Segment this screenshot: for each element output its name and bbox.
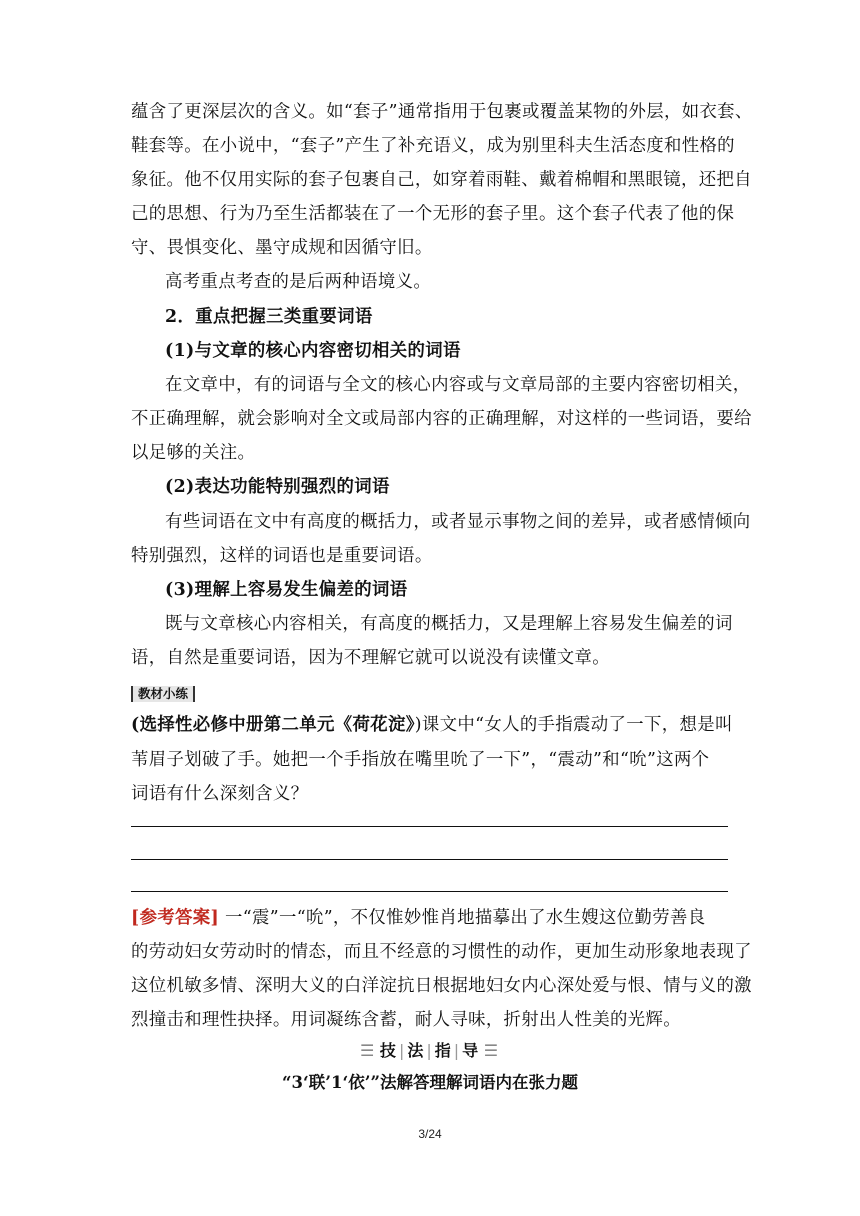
banner-char: 技 [379,1041,396,1060]
paragraph-line: 既与文章核心内容相关，有高度的概括力，又是理解上容易发生偏差的词 [165,614,733,634]
paragraph-line: 在文章中，有的词语与全文的核心内容或与文章局部的主要内容密切相关， [165,375,751,395]
banner-char: 导 [462,1041,479,1060]
paragraph-line: 有些词语在文中有高度的概括力，或者显示事物之间的差异，或者感情倾向 [165,512,751,532]
answer-blank-line [131,891,728,892]
subheading-3: (3)理解上容易发生偏差的词语 [165,580,408,600]
answer-line: 这位机敏多情、深明大义的白洋淀抗日根据地妇女内心深处爱与恨、情与义的激 [131,976,752,996]
exercise-source: (选择性必修中册第二单元《荷花淀》 [131,715,415,735]
answer-line: 的劳动妇女劳动时的情态，而且不经意的习惯性的动作，更加生动形象地表现了 [131,942,752,962]
subheading-2: (2)表达功能特别强烈的词语 [165,477,390,497]
paragraph-line: 己的思想、行为乃至生活都装在了一个无形的套子里。这个套子代表了他的保 [131,204,735,224]
paragraph-line: 蕴含了更深层次的含义。如“套子”通常指用于包裹或覆盖某物的外层，如衣套、 [131,102,753,122]
subheading-1: (1)与文章的核心内容密切相关的词语 [165,341,461,361]
section-subtitle: “3‘联’1‘依’”法解答理解词语内在张力题 [282,1073,578,1092]
paragraph-line: 以足够的关注。 [131,443,256,463]
section-heading: 2．重点把握三类重要词语 [165,307,373,327]
exercise-badge: 教材小练 [131,686,195,702]
exercise-question-text: )课文中“女人的手指震动了一下，想是叫 [414,715,733,735]
answer-label: [参考答案] [131,908,220,928]
paragraph-line: 语，自然是重要词语，因为不理解它就可以说没有读懂文章。 [131,648,610,668]
banner-char: 指 [434,1041,451,1060]
paragraph-line: 守、畏惧变化、墨守成规和因循守旧。 [131,238,433,258]
paragraph-line: 鞋套等。在小说中，“套子”产生了补充语义，成为别里科夫生活态度和性格的 [131,136,735,156]
exercise-question-line [131,714,731,736]
answer-blank-line [131,826,728,827]
paragraph-line: 高考重点考查的是后两种语境义。 [165,272,432,292]
answer-text: 一“震”一“吮”，不仅惟妙惟肖地描摹出了水生嫂这位勤劳善良 [219,908,706,928]
banner-left-decoration: ☰ [360,1041,375,1060]
exercise-question-line: 苇眉子划破了手。她把一个手指放在嘴里吮了一下”，“震动”和“吮”这两个 [131,750,710,770]
answer-line: 烈撞击和理性抉择。用词凝练含蓄，耐人寻味，折射出人性美的光辉。 [131,1010,681,1030]
answer-line [131,907,731,929]
paragraph-line: 不正确理解，就会影响对全文或局部内容的正确理解，对这样的一些词语，要给 [131,409,752,429]
paragraph-line: 特别强烈，这样的词语也是重要词语。 [131,546,433,566]
banner-char: 法 [407,1041,424,1060]
banner-right-decoration: ☰ [483,1041,499,1060]
answer-blank-line [131,859,728,860]
paragraph-line: 象征。他不仅用实际的套子包裹自己，如穿着雨鞋、戴着棉帽和黑眼镜，还把自 [131,170,752,190]
section-banner: ☰ 技 | 法 | 指 | 导 ☰ [360,1041,499,1060]
page-number: 3/24 [418,1127,442,1141]
exercise-question-line: 词语有什么深刻含义？ [131,784,309,804]
